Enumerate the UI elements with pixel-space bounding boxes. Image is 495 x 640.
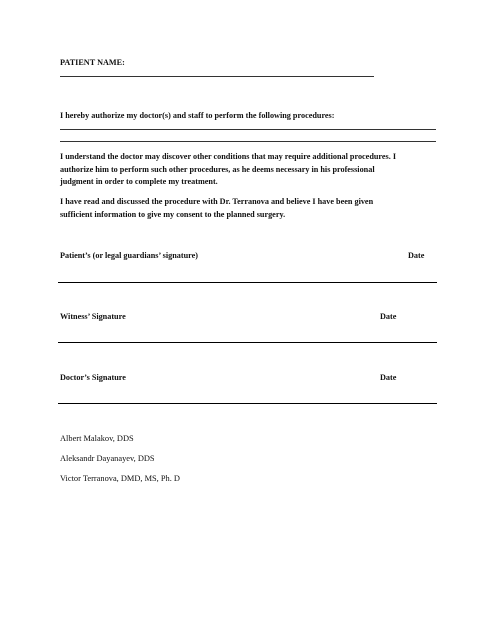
- patient-signature-line[interactable]: [58, 282, 437, 283]
- procedures-line-2[interactable]: [60, 141, 436, 142]
- patient-signature-label: Patient’s (or legal guardians’ signature): [60, 251, 198, 260]
- doctor-signature-label: Doctor’s Signature: [60, 373, 126, 382]
- informed-consent-paragraph: I have read and discussed the procedure with Dr. Terranova and believe I have been given sufficient information to give my consent to the planned surgery.: [60, 197, 374, 219]
- additional-procedures-paragraph: I understand the doctor may discover other conditions that may require additional procedures. I authorize him to perform such other procedures, as he deems necessary in his professional judgment in order to complete my treatment.: [60, 152, 397, 187]
- patient-name-line[interactable]: [60, 76, 374, 77]
- patient-name-label: PATIENT NAME:: [60, 58, 125, 67]
- doctor-name: Aleksandr Dayanayev, DDS: [60, 454, 155, 463]
- doctor-signature-line[interactable]: [58, 403, 437, 404]
- procedures-line-1[interactable]: [60, 129, 436, 130]
- witness-date-label: Date: [380, 312, 397, 321]
- doctor-name: Albert Malakov, DDS: [60, 434, 134, 443]
- witness-signature-line[interactable]: [58, 342, 437, 343]
- patient-date-label: Date: [408, 251, 425, 260]
- doctor-name: Victor Terranova, DMD, MS, Ph. D: [60, 474, 180, 483]
- doctor-date-label: Date: [380, 373, 397, 382]
- authorize-statement: I hereby authorize my doctor(s) and staff to perform the following procedures:: [60, 111, 335, 120]
- witness-signature-label: Witness’ Signature: [60, 312, 126, 321]
